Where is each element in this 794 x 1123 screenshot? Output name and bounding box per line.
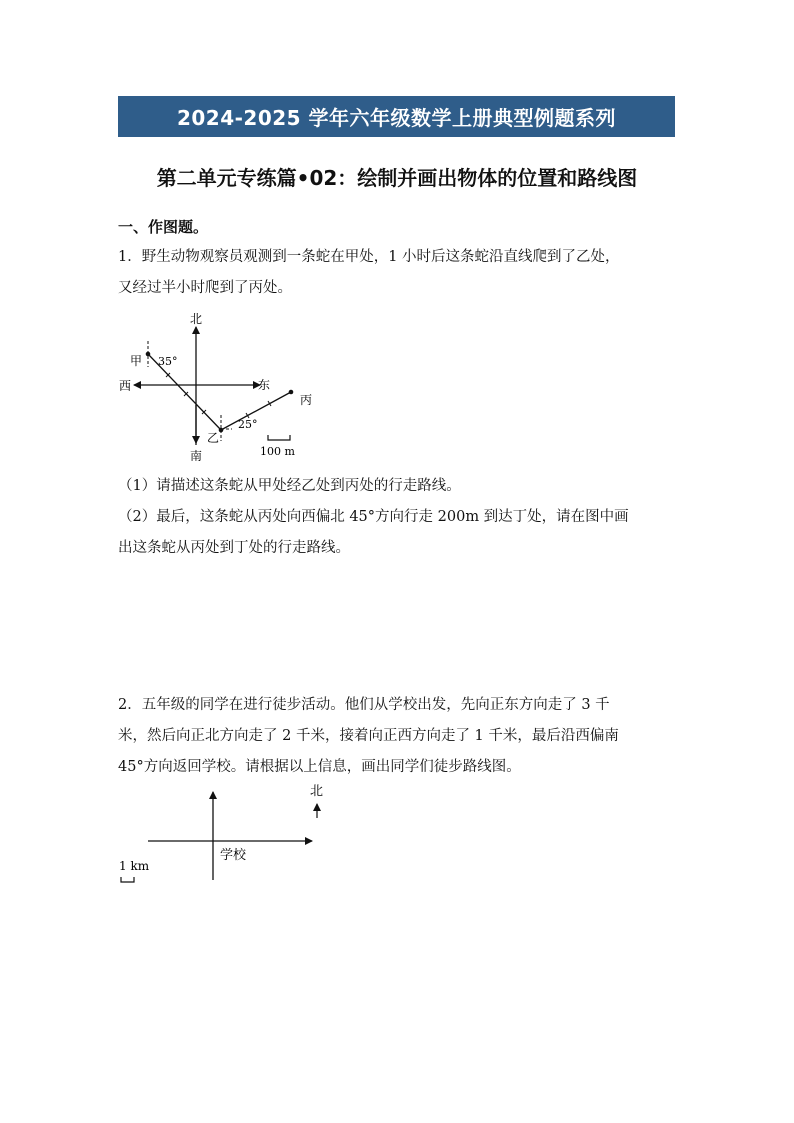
label-jia: 甲	[130, 354, 143, 368]
q2-line3: 45°方向返回学校。请根据以上信息，画出同学们徒步路线图。	[118, 759, 521, 775]
question-1-text	[118, 242, 678, 304]
q1-line1: 1．野生动物观察员观测到一条蛇在甲处，1 小时后这条蛇沿直线爬到了乙处，	[118, 249, 620, 265]
q1-sub1: （1）请描述这条蛇从甲处经乙处到丙处的行走路线。	[118, 478, 461, 494]
label-yi: 乙	[207, 431, 220, 445]
q1-line2: 又经过半小时爬到了丙处。	[118, 280, 292, 296]
scale-bar-2	[121, 877, 134, 882]
point-bing	[289, 390, 294, 395]
q1-sub2-line1: （2）最后，这条蛇从丙处向西偏北 45°方向行走 200m 到达丁处，请在图中画	[118, 509, 629, 525]
label-west: 西	[119, 379, 132, 393]
q1-sub2-line2: 出这条蛇从丙处到丁处的行走路线。	[118, 540, 350, 556]
question-2-text	[118, 690, 678, 783]
label-east: 东	[258, 378, 271, 392]
label-north: 北	[190, 312, 203, 326]
label-angle-25: 25°	[238, 418, 258, 431]
label-scale-1km: 1 km	[119, 859, 150, 873]
section-heading: 一、作图题。	[118, 218, 209, 236]
banner-title: 2024-2025 学年六年级数学上册典型例题系列	[176, 106, 617, 130]
title-banner	[118, 96, 675, 137]
label-angle-35: 35°	[158, 355, 178, 368]
label-scale-100m: 100 m	[260, 445, 295, 458]
point-yi	[219, 428, 224, 433]
point-jia	[146, 352, 151, 357]
label-school: 学校	[220, 848, 247, 863]
question-1-subparts	[118, 471, 678, 564]
page-subtitle: 第二单元专练篇•02：绘制并画出物体的位置和路线图	[156, 166, 638, 190]
q1-direction-figure	[110, 305, 330, 470]
label-north-2: 北	[310, 784, 324, 799]
q2-line2: 米，然后向正北方向走了 2 千米，接着向正西方向走了 1 千米，最后沿西偏南	[118, 728, 619, 744]
label-bing: 丙	[300, 393, 313, 407]
q2-school-figure	[110, 778, 340, 888]
q2-line1: 2．五年级的同学在进行徒步活动。他们从学校出发，先向正东方向走了 3 千	[118, 697, 610, 713]
scale-bar	[268, 435, 290, 440]
label-south: 南	[190, 449, 203, 463]
